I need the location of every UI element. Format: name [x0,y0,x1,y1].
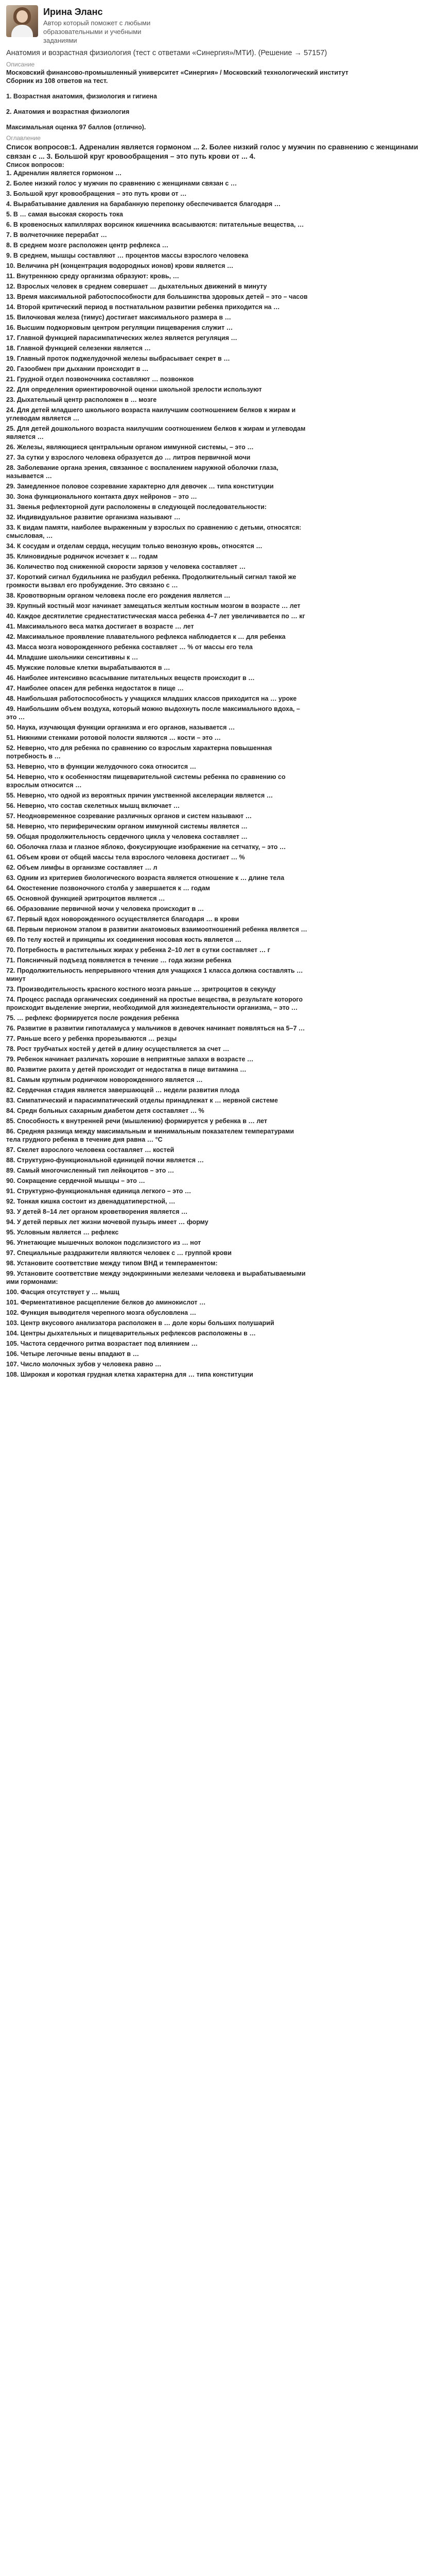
question-list-title: Список вопросов: [6,161,64,168]
question-item: 69. По телу костей и принципы их соединения носовая кость является … [6,936,242,943]
question-item: 54. Неверно, что к особенностям пищеварительной системы ребенка по сравнению со взрослым относится … [6,773,286,789]
author-description: Автор который поможет с любыми образовательными и учебными заданиями [43,19,151,44]
question-item: 97. Специальные раздражители являются человек с … группой крови [6,1249,232,1257]
question-item: 35. Клиновидные родничок исчезает к … годам [6,553,158,560]
question-item: 40. Каждое десятилетие среднестатистическая масса ребенка 4–7 лет увеличивается по … кг [6,613,305,620]
question-item: 21. Грудной отдел позвоночника составляют … позвонков [6,376,194,383]
question-item: 83. Симпатический и парасимпатический отделы принадлежат к … нервной системе [6,1097,278,1104]
question-item: 51. Нижними стенками ротовой полости являются … кости – это … [6,734,221,741]
question-item: 25. Для детей дошкольного возраста наилучшим соотношением белков к жирам и углеводам является … [6,425,306,440]
question-item: 13. Время максимальной работоспособности для большинства здоровых детей – это – часов [6,293,308,300]
question-item: 61. Объем крови от общей массы тела взрослого человека достигает … % [6,854,245,861]
question-item: 23. Дыхательный центр расположен в … мозге [6,396,157,403]
question-item: 75. … рефлекс формируется после рождения ребенка [6,1014,179,1022]
max-score: Максимальная оценка 97 баллов (отлично). [6,124,146,131]
question-item: 106. Четыре легочные вены впадают в … [6,1350,139,1358]
question-item: 58. Неверно, что периферическим органом иммунной системы является … [6,823,248,830]
question-item: 24. Для детей младшего школьного возраста наилучшим соотношением белков к жирам и углеводам является … [6,406,296,422]
question-item: 2. Более низкий голос у мужчин по сравнению с женщинами связан с … [6,180,237,187]
question-item: 82. Сердечная стадия является завершающей … недели развития плода [6,1087,240,1094]
question-item: 78. Рост трубчатых костей у детей в длину осуществляется за счет … [6,1045,230,1053]
question-item: 91. Структурно-функциональная единица легкого – это … [6,1188,191,1195]
question-item: 66. Образование первичной мочи у человека происходит в … [6,905,204,912]
question-item: 39. Крупный костный мозг начинает замещаться желтым костным мозгом в возрасте … лет [6,602,301,609]
university-name: Московский финансово-промышленный университет «Синергия» / Московский технологический институт [6,69,348,76]
question-item: 18. Главной функцией селезенки является … [6,345,151,352]
question-item: 95. Условным является … рефлекс [6,1229,119,1236]
question-item: 60. Оболочка глаза и глазное яблоко, фокусирующие изображение на сетчатку, – это … [6,843,286,851]
question-item: 63. Одним из критериев биологического возраста является отношение к … длине тела [6,874,285,882]
question-item: 77. Раньше всего у ребенка прорезываются … резцы [6,1035,177,1042]
question-item: 90. Сокращение сердечной мышцы – это … [6,1177,145,1184]
question-item: 80. Развитие рахита у детей происходит от недостатка в пище витамина … [6,1066,247,1073]
question-item: 49. Наибольшим объем воздуха, который можно выдохнуть после максимального вдоха, – это … [6,705,300,721]
question-item: 48. Наибольшая работоспособность у учащихся младших классов приходится на … уроке [6,695,297,702]
topic-item: 2. Анатомия и возрастная физиология [6,108,130,115]
question-item: 104. Центры дыхательных и пищеварительных рефлексов расположены в … [6,1330,256,1337]
question-item: 85. Способность к внутренней речи (мышлению) формируется у ребенка в … лет [6,1117,268,1125]
question-item: 14. Второй критический период в постнатальном развитии ребенка приходится на … [6,303,280,311]
question-item: 65. Основной функцией эритроцитов является … [6,895,165,902]
question-item: 47. Наиболее опасен для ребенка недостаток в пище … [6,685,184,692]
question-item: 41. Максимального веса матка достигает в возрасте … лет [6,623,194,630]
question-item: 20. Газообмен при дыхании происходит в … [6,365,149,372]
question-item: 72. Продолжительность непрерывного чтения для учащихся 1 класса должна составлять … минут [6,967,303,982]
question-item: 93. У детей 8–14 лет органом кроветворения является … [6,1208,188,1215]
question-item: 105. Частота сердечного ритма возрастает под влиянием … [6,1340,198,1347]
description-body [6,69,430,131]
question-item: 3. Большой круг кровообращения – это путь крови от … [6,190,187,197]
question-item: 38. Кровотворным органом человека после его рождения является … [6,592,231,599]
question-item: 68. Первым перионом этапом в развитии анатомовых взаимоотношений ребенка является … [6,926,307,933]
question-item: 22. Для определения ориентировочной оценки школьной зрелости используют [6,386,262,393]
question-item: 92. Тонкая кишка состоит из двенадцатиперстной, … [6,1198,176,1205]
question-item: 46. Наиболее интенсивно всасывание питательных веществ происходит в … [6,674,255,682]
question-item: 101. Ферментативное расщепление белков до аминокислот … [6,1299,206,1306]
question-item: 36. Количество под сниженной скорости зарязов у человека составляет … [6,563,246,570]
question-item: 29. Замедленное половое созревание характерно для девочек … типа конституции [6,483,274,490]
author-info [43,4,172,45]
author-avatar[interactable] [6,5,38,37]
question-item: 59. Общая продолжительность сердечного цикла у человека составляет … [6,833,248,840]
question-item: 50. Наука, изучающая функции организма и его органов, называется … [6,724,235,731]
question-item: 73. Производительность красного костного мозга раньше … зритроцитов в секунду [6,986,276,993]
toc-body [6,142,430,169]
question-item: 45. Мужские половые клетки вырабатываются в … [6,664,170,671]
question-item: 33. К видам памяти, наиболее выраженным у взрослых по сравнению с детьми, относятся: смысловая, … [6,524,302,539]
topic-item: 1. Возрастная анатомия, физиология и гигиена [6,93,157,100]
question-item: 19. Главный проток поджелудочной железы выбрасывает секрет в … [6,355,230,362]
question-item: 11. Внутреннюю среду организма образуют: кровь, … [6,273,180,280]
question-item: 56. Неверно, что состав скелетных мышц включает … [6,802,180,809]
question-item: 28. Заболевание органа зрения, связанное с воспалением наружной оболочки глаза, называется … [6,464,278,480]
question-item: 100. Фасция отсутствует у … мышц [6,1289,119,1296]
author-card[interactable] [6,4,430,47]
question-item: 12. Взрослых человек в среднем совершает … дыхательных движений в минуту [6,283,267,290]
question-item: 84. Средн больных сахарным диабетом детя составляет … % [6,1107,204,1114]
question-item: 57. Неодновременное созревание различных органов и систем называют … [6,812,252,820]
question-item: 6. В кровеносных капиллярах ворсинок кишечника всасываются: питательные вещества, … [6,221,304,228]
question-item: 55. Неверно, что одной из вероятных причин умственной акселерации является … [6,792,273,799]
question-item: 99. Установите соответствие между эндокринными железами человека и вырабатываемыми ими гормонами: [6,1270,306,1285]
question-item: 71. Поясничный подъезд появляется в течение … года жизни ребенка [6,957,232,964]
question-item: 5. В … самая высокая скорость тока [6,211,123,218]
question-item: 16. Высшим подкорковым центром регуляции пищеварения служит … [6,324,233,331]
question-item: 62. Объем лимфы в организме составляет … л [6,864,158,871]
question-item: 27. За сутки у взрослого человека образуется до … литров первичной мочи [6,454,251,461]
question-item: 32. Индивидуальное развитие организма называют … [6,514,181,521]
question-item: 10. Величина pH (концентрация водородных ионов) крови является … [6,262,234,269]
question-item: 17. Главной функцией парасимпатических желез является регуляция … [6,334,237,342]
question-item: 94. У детей первых лет жизни мочевой пузырь имеет … форму [6,1218,208,1226]
question-item: 103. Центр вкусового анализатора расположен в … доле коры больших полушарий [6,1319,274,1327]
question-item: 15. Вилочковая железа (тимус) достигает максимального размера в … [6,314,232,321]
question-item: 76. Развитие в развитии гипоталамуса у мальчиков в девочек начинает появляться на 5–7 … [6,1025,305,1032]
question-item: 70. Потребность в растительных жирах у ребенка 2–10 лет в сутки составляет … г [6,946,270,954]
question-item: 96. Угнетающие мышечных волокон подслизистого из … нот [6,1239,201,1246]
question-item: 81. Самым крупным родничком новорожденного является … [6,1076,203,1083]
question-list [6,169,430,1381]
description-label: Описание [6,61,35,68]
question-item: 9. В среднем, мышцы составляют … процентов массы взрослого человека [6,252,249,259]
question-item: 37. Короткий сигнал будильника не разбудил ребенка. Продолжительный сигнал такой же громкости вызвал его пробуждение. Это связано с … [6,573,297,589]
question-item: 31. Звенья рефлекторной дуги расположены в следующей последовательности: [6,503,267,511]
question-item: 87. Скелет взрослого человека составляет … костей [6,1146,175,1154]
question-item: 108. Широкая и короткая грудная клетка характерна для … типа конституции [6,1371,253,1378]
toc-heading: Список вопросов:1. Адреналин является гормоном ... 2. Более низкий голос у мужчин по сравнению с женщинами связан с ... 3. Большой круг кровообращения – это путь крови от ... 4. [6,143,418,160]
question-item: 89. Самый многочисленный тип лейкоцитов – это … [6,1167,175,1174]
document-title: Анатомия и возрастная физиология (тест с ответами «Синергия»/МТИ). (Решение → 57157) [6,49,327,57]
question-item: 34. К сосудам и отделам сердца, несущим только венозную кровь, относятся … [6,543,263,550]
question-item: 30. Зона функционального контакта двух нейронов – это … [6,493,197,500]
question-item: 67. Первый вдох новорожденного осуществляется благодаря … в крови [6,916,239,923]
question-item: 7. В волчеточнике перерабат … [6,231,107,239]
question-item: 53. Неверно, что в функции желудочного сока относится … [6,763,197,770]
question-item: 26. Железы, являющиеся центральным органом иммунной системы, – это … [6,444,254,451]
question-item: 107. Число молочных зубов у человека равно … [6,1361,162,1368]
question-item: 86. Средняя разница между максимальным и минимальным показателем температурами тела грудного ребенка в течение дня равна … °С [6,1128,294,1143]
question-item: 88. Структурно-функциональной единицей почки является … [6,1157,204,1164]
question-item: 102. Функция выводителя черепного мозга обусловлена … [6,1309,197,1316]
question-item: 79. Ребенок начинает различать хорошие в неприятные запахи в возрасте … [6,1056,254,1063]
author-name[interactable]: Ирина Эланс [43,7,103,17]
question-item: 44. Младшие школьники сенситивны к … [6,654,138,661]
question-item: 43. Масса мозга новорожденного ребенка составляет … % от массы его тела [6,643,253,651]
question-item: 74. Процесс распада органических соединений на простые вещества, в результате которого происходит выделение энергии, необходимой для жизнедеятельности организма, – это … [6,996,303,1011]
question-item: 4. Вырабатывание давления на барабанную перепонку обеспечивается благодаря … [6,200,281,208]
question-item: 52. Неверно, что для ребенка по сравнению со взрослым характерна повышенная потребность в … [6,744,272,760]
question-item: 1. Адреналин является гормоном … [6,170,122,177]
question-item: 42. Максимальное проявление плавательного рефлекса наблюдается к … для ребенка [6,633,286,640]
toc-label: Оглавление [6,134,41,142]
question-item: 64. Окостенение позвоночного столба у завершается к … годам [6,885,211,892]
answers-count: Сборник из 108 ответов на тест. [6,77,108,84]
question-item: 98. Установите соответствие между типом ВНД и темпераментом: [6,1260,218,1267]
question-item: 8. В среднем мозге расположен центр рефлекса … [6,242,169,249]
